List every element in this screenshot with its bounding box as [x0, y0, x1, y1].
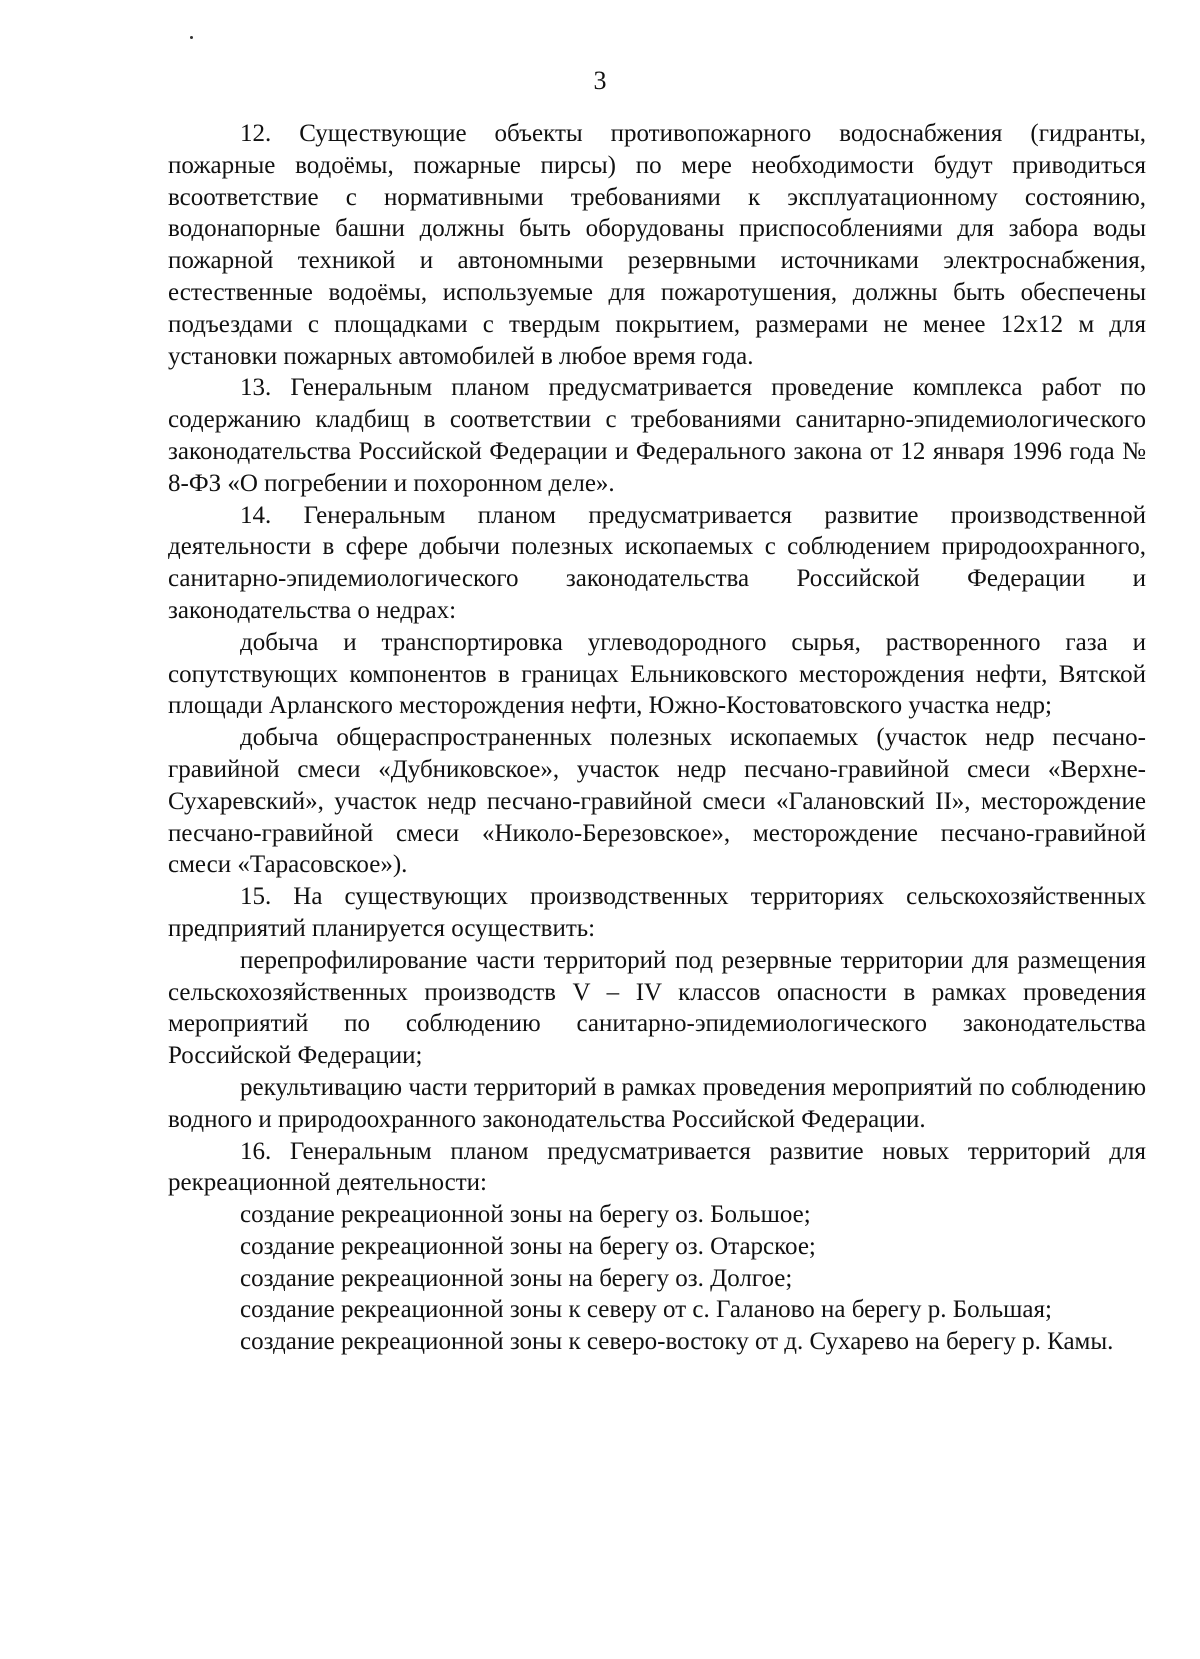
paragraph-16-item-sukharevo: создание рекреационной зоны к северо-востоку от д. Сухарево на берегу р. Камы. — [240, 1328, 1114, 1356]
paragraph-14: 14. Генеральным планом предусматривается развитие производственной деятельности в сфере добычи полезных ископаемых с соблюдением природоохранного, санитарно-эпидемиологического законодательства Российской Федерации и законодательства о недрах: — [168, 501, 1146, 624]
paragraph-13: 13. Генеральным планом предусматривается проведение комплекса работ по содержанию кладбищ в соответствии с требованиями санитарно-эпидемиологического законодательства Российской Федерации и Федерального закона от 12 января 1996 года № 8-ФЗ «О погребении и похоронном деле». — [168, 374, 1146, 497]
paragraph-16-item-galanovo: создание рекреационной зоны к северу от с. Галаново на берегу р. Большая; — [240, 1296, 1052, 1324]
scan-speck — [190, 36, 193, 39]
paragraph-15-item-recultivation: рекультивацию части территорий в рамках проведения мероприятий по соблюдению водного и природоохранного законодательства Российской Федерации. — [168, 1073, 1146, 1133]
paragraph-16-item-dolgoe: создание рекреационной зоны на берегу оз. Долгое; — [240, 1264, 793, 1292]
page-number: 3 — [593, 66, 607, 95]
paragraph-14-item-common-minerals: добыча общераспространенных полезных ископаемых (участок недр песчано-гравийной смеси «Дубниковское», участок недр песчано-гравийной смеси «Верхне-Сухаревский», участок недр песчано-гравийной смеси «Галановский II», месторождение песчано-гравийной смеси «Николо-Березовское», месторождение песчано-гравийной смеси «Тарасовское»). — [168, 724, 1146, 879]
paragraph-16-item-bolshoe: создание рекреационной зоны на берегу оз. Большое; — [240, 1201, 811, 1229]
paragraph-14-item-hydrocarbons: добыча и транспортировка углеводородного сырья, растворенного газа и сопутствующих компонентов в границах Ельниковского месторождения нефти, Вятской площади Арланского месторождения нефти, Южно-Костоватовского участка недр; — [168, 628, 1146, 720]
paragraph-15-item-reprofiling: перепрофилирование части территорий под резервные территории для размещения сельскохозяйственных производств V – IV классов опасности в рамках проведения мероприятий по соблюдению санитарно-эпидемиологического законодательства Российской Федерации; — [168, 946, 1146, 1070]
paragraph-12: 12. Существующие объекты противопожарного водоснабжения (гидранты, пожарные водоёмы, пожарные пирсы) по мере необходимости будут приводиться всоответствие с нормативными требованиями к эксплуатационному состоянию, водонапорные башни должны быть оборудованы приспособлениями для забора воды пожарной техникой и автономными резервными источниками электроснабжения, естественные водоёмы, используемые для пожаротушения, должны быть обеспечены подъездами с площадками с твердым покрытием, размерами не менее 12х12 м для установки пожарных автомобилей в любое время года. — [168, 120, 1146, 370]
paragraph-16: 16. Генеральным планом предусматривается развитие новых территорий для рекреационной деятельности: — [168, 1137, 1146, 1197]
paragraph-16-item-otarskoe: создание рекреационной зоны на берегу оз. Отарское; — [240, 1232, 816, 1260]
paragraph-15: 15. На существующих производственных территориях сельскохозяйственных предприятий планируется осуществить: — [168, 883, 1146, 942]
document-body — [168, 118, 1146, 1358]
